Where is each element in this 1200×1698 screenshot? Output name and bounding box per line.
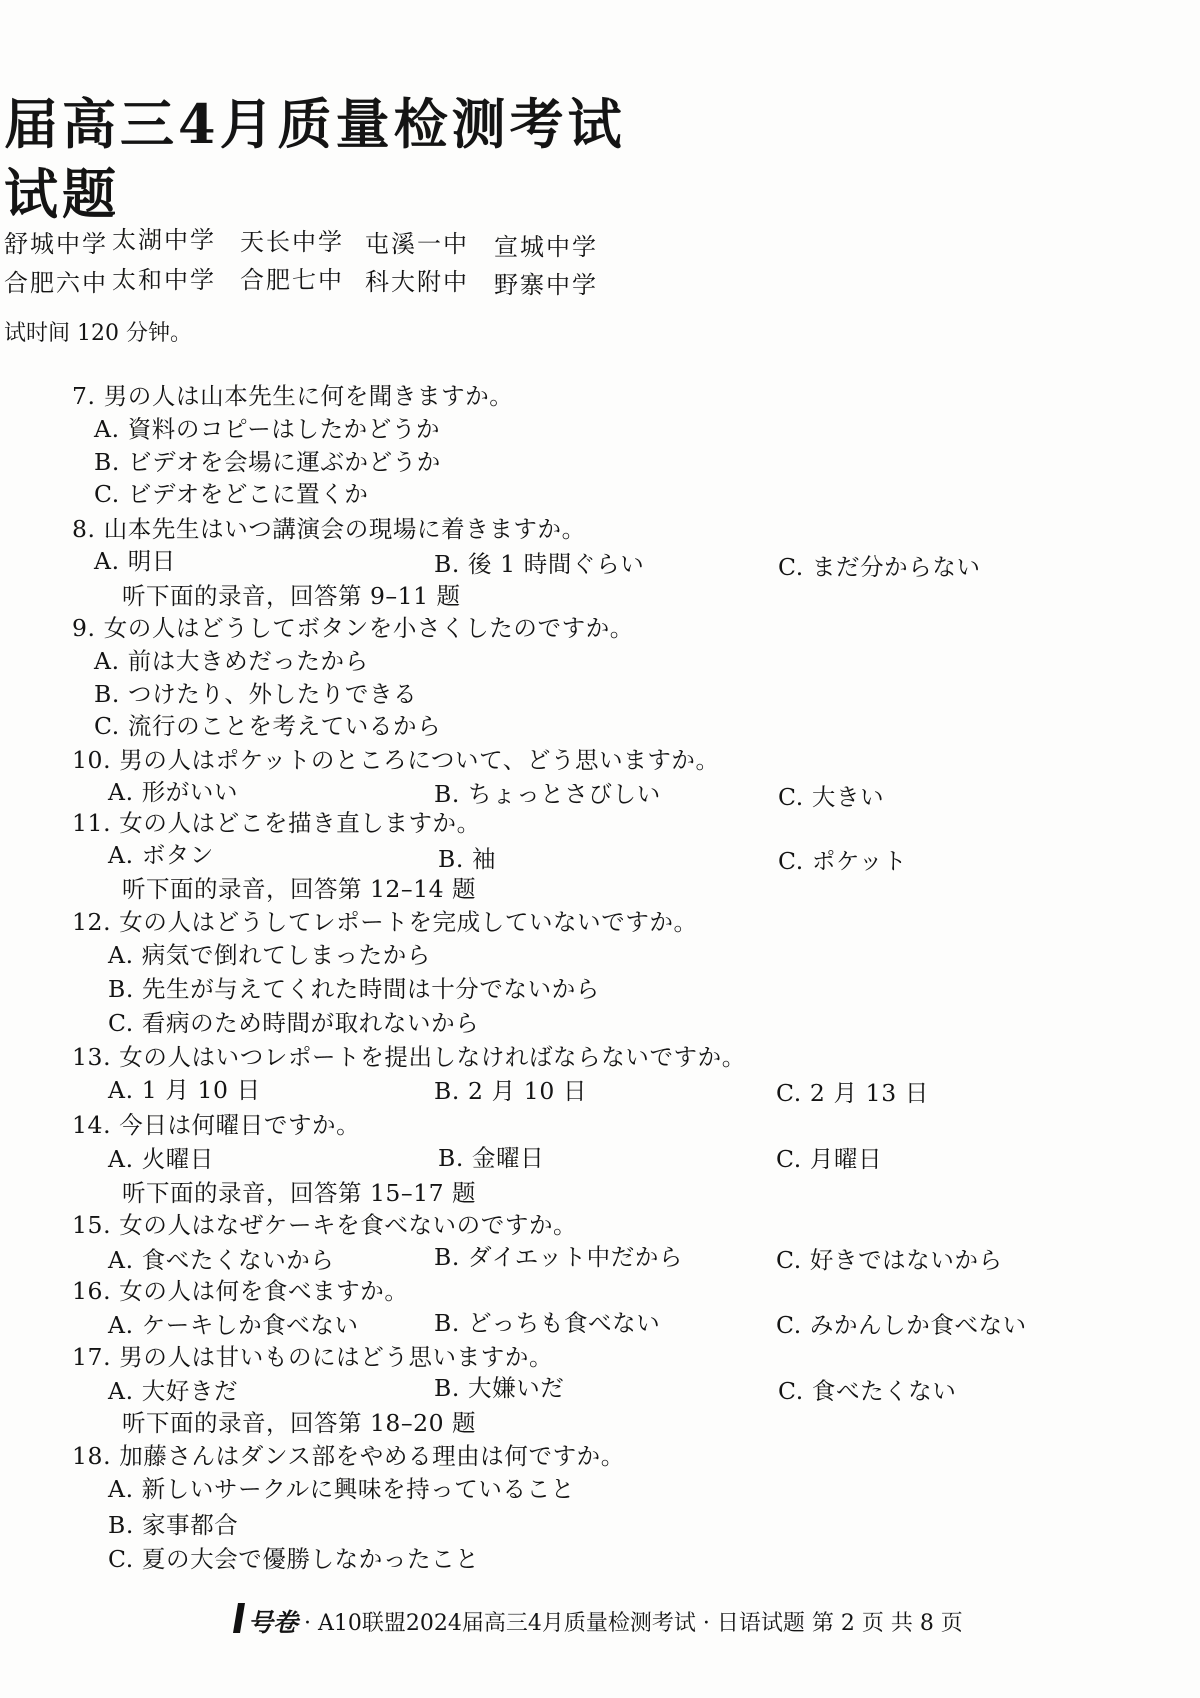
question-16-stem: 16. 女の人は何を食べますか。 bbox=[72, 1277, 409, 1305]
school-name: 野寨中学 bbox=[494, 271, 598, 299]
question-18-option-a: A. 新しいサークルに興味を持っていること bbox=[108, 1475, 575, 1503]
question-17-option-c: C. 食べたくない bbox=[778, 1377, 957, 1405]
question-16-option-b: B. どっちも食べない bbox=[434, 1309, 661, 1337]
exam-time-note: 试时间 120 分钟。 bbox=[4, 321, 192, 346]
exam-title: 届高三4月质量检测考试 bbox=[4, 92, 626, 156]
question-16-option-a: A. ケーキしか食べない bbox=[108, 1311, 359, 1339]
section-instruction: 听下面的录音，回答第 12–14 题 bbox=[122, 875, 476, 903]
question-12-stem: 12. 女の人はどうしてレポートを完成していないですか。 bbox=[72, 908, 698, 936]
question-14-option-c: C. 月曜日 bbox=[776, 1145, 883, 1173]
question-9-stem: 9. 女の人はどうしてボタンを小さくしたのですか。 bbox=[72, 614, 634, 642]
question-7-option-c: C. ビデオをどこに置くか bbox=[94, 480, 369, 508]
question-10-option-c: C. 大きい bbox=[778, 783, 885, 811]
question-13-option-b: B. 2 月 10 日 bbox=[434, 1077, 588, 1105]
question-18-stem: 18. 加藤さんはダンス部をやめる理由は何ですか。 bbox=[72, 1442, 625, 1470]
question-13-option-c: C. 2 月 13 日 bbox=[776, 1079, 929, 1107]
question-14-option-b: B. 金曜日 bbox=[438, 1144, 545, 1172]
question-11-option-c: C. ポケット bbox=[778, 847, 908, 875]
question-15-stem: 15. 女の人はなぜケーキを食べないのですか。 bbox=[72, 1211, 578, 1239]
section-instruction: 听下面的录音，回答第 18–20 题 bbox=[122, 1409, 476, 1437]
section-instruction: 听下面的录音，回答第 9–11 题 bbox=[122, 582, 461, 610]
footer-text: · A10联盟2024届高三4月质量检测考试 · 日语试题 第 2 页 共 8 页 bbox=[304, 1610, 963, 1636]
question-11-stem: 11. 女の人はどこを描き直しますか。 bbox=[72, 809, 481, 837]
question-9-option-c: C. 流行のことを考えているから bbox=[94, 712, 442, 740]
question-13-stem: 13. 女の人はいつレポートを提出しなければならないですか。 bbox=[72, 1043, 746, 1071]
question-9-option-a: A. 前は大きめだったから bbox=[94, 647, 369, 675]
question-10-option-b: B. ちょっとさびしい bbox=[434, 780, 661, 808]
question-10-stem: 10. 男の人はポケットのところについて、どう思いますか。 bbox=[72, 746, 720, 774]
question-16-option-c: C. みかんしか食べない bbox=[776, 1311, 1027, 1339]
question-11-option-a: A. ボタン bbox=[108, 841, 215, 869]
question-15-option-a: A. 食べたくないから bbox=[108, 1246, 335, 1274]
brand-logo-icon bbox=[232, 1602, 246, 1640]
question-18-option-c: C. 夏の大会で優勝しなかったこと bbox=[108, 1545, 480, 1573]
question-15-option-b: B. ダイエット中だから bbox=[434, 1243, 684, 1271]
school-name: 合肥七中 bbox=[240, 266, 344, 294]
school-name: 舒城中学 bbox=[4, 230, 108, 258]
question-8-option-a: A. 明日 bbox=[94, 547, 176, 575]
exam-subtitle: 试题 bbox=[4, 162, 120, 226]
school-name: 合肥六中 bbox=[4, 269, 108, 297]
school-name: 屯溪一中 bbox=[365, 230, 469, 258]
question-7-option-a: A. 資料のコピーはしたかどうか bbox=[94, 415, 441, 443]
page-footer bbox=[232, 1602, 963, 1640]
question-12-option-b: B. 先生が与えてくれた時間は十分でないから bbox=[108, 975, 600, 1003]
question-8-option-c: C. まだ分からない bbox=[778, 553, 981, 581]
question-10-option-a: A. 形がいい bbox=[108, 778, 239, 806]
question-12-option-c: C. 看病のため時間が取れないから bbox=[108, 1009, 480, 1037]
question-12-option-a: A. 病気で倒れてしまったから bbox=[108, 941, 431, 969]
question-7-stem: 7. 男の人は山本先生に何を聞きますか。 bbox=[72, 382, 514, 410]
school-name: 科大附中 bbox=[365, 268, 469, 296]
question-8-option-b: B. 後 1 時間ぐらい bbox=[434, 550, 645, 578]
question-17-option-b: B. 大嫌いだ bbox=[434, 1374, 565, 1402]
footer-brand: 号卷 bbox=[248, 1608, 299, 1637]
question-7-option-b: B. ビデオを会場に運ぶかどうか bbox=[94, 448, 441, 476]
question-11-option-b: B. 袖 bbox=[438, 845, 497, 873]
school-name: 太和中学 bbox=[112, 266, 216, 294]
section-instruction: 听下面的录音，回答第 15–17 题 bbox=[122, 1179, 476, 1207]
question-8-stem: 8. 山本先生はいつ講演会の現場に着きますか。 bbox=[72, 515, 586, 543]
question-14-option-a: A. 火曜日 bbox=[108, 1145, 215, 1173]
question-17-option-a: A. 大好きだ bbox=[108, 1377, 239, 1405]
school-name: 天长中学 bbox=[240, 228, 344, 256]
question-15-option-c: C. 好きではないから bbox=[776, 1246, 1003, 1274]
question-17-stem: 17. 男の人は甘いものにはどう思いますか。 bbox=[72, 1343, 554, 1371]
school-name: 宣城中学 bbox=[494, 233, 598, 261]
question-9-option-b: B. つけたり、外したりできる bbox=[94, 680, 418, 708]
question-14-stem: 14. 今日は何曜日ですか。 bbox=[72, 1111, 361, 1139]
school-name: 太湖中学 bbox=[112, 226, 216, 254]
question-13-option-a: A. 1 月 10 日 bbox=[108, 1076, 261, 1104]
question-18-option-b: B. 家事都合 bbox=[108, 1511, 239, 1539]
